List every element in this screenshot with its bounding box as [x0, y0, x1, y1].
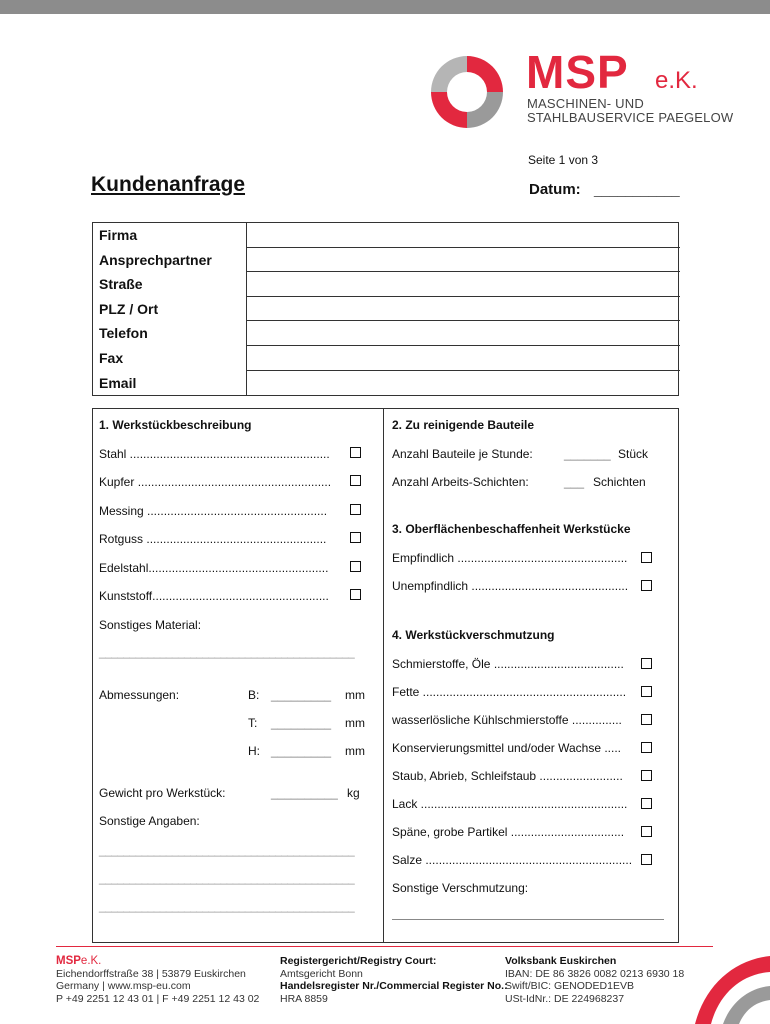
footer-bank: [505, 955, 684, 1005]
dirt-lubricants-label: Schmierstoffe, Öle .......................................: [392, 657, 624, 671]
column-divider: [383, 409, 384, 942]
dimension-b-field[interactable]: _________: [271, 688, 332, 702]
dimension-h-unit: mm: [345, 744, 365, 758]
dirt-chips-label: Späne, grobe Partikel ..................................: [392, 825, 625, 839]
dimension-b-unit: mm: [345, 688, 365, 702]
material-stahl-checkbox[interactable]: [350, 447, 361, 458]
footer-iban: IBAN: DE 86 3826 0082 0213 6930 18: [505, 967, 685, 980]
parts-per-hour-unit: Stück: [618, 447, 649, 461]
footer-web[interactable]: Germany | www.msp-eu.com: [56, 980, 191, 993]
dirt-other-label: Sonstige Verschmutzung:: [392, 881, 529, 895]
contact-table: [92, 222, 679, 396]
dirt-salt-label: Salze ..............................................................: [392, 853, 633, 867]
footer-swoosh-icon: [693, 948, 770, 1024]
logo-tagline-2: STAHLBAUSERVICE PAEGELOW: [527, 110, 734, 125]
other-info-line-2[interactable]: __________________________________________: [99, 871, 355, 885]
footer-register-no: HRA 8859: [280, 992, 328, 1005]
footer-bic: Swift/BIC: GENODED1EVB: [505, 980, 634, 993]
section3-title: 3. Oberflächenbeschaffenheit Werkstücke: [392, 522, 631, 536]
section2-title: 2. Zu reinigende Bauteile: [392, 418, 535, 432]
material-kunststoff-checkbox[interactable]: [350, 589, 361, 600]
dirt-coolant-label: wasserlösliche Kühlschmierstoffe ...............: [392, 713, 622, 727]
dimension-t-key: T:: [248, 716, 258, 730]
logo-suffix: e.K.: [655, 67, 698, 94]
section4-title: 4. Werkstückverschmutzung: [392, 628, 555, 642]
dirt-lubricants-checkbox[interactable]: [641, 658, 652, 669]
contact-label: PLZ / Ort: [99, 300, 159, 317]
page-title: Kundenanfrage: [91, 173, 246, 196]
footer-register: [280, 955, 508, 1005]
footer-register-title: Handelsregister Nr./Commercial Register No.:: [280, 980, 508, 993]
dirt-grease-label: Fette .............................................................: [392, 685, 627, 699]
weight-field[interactable]: __________: [271, 786, 338, 800]
dirt-salt-checkbox[interactable]: [641, 854, 652, 865]
material-rotguss-label: Rotguss ......................................................: [99, 532, 327, 546]
material-edelstahl-checkbox[interactable]: [350, 561, 361, 572]
contact-label: Email: [99, 374, 137, 391]
dirt-paint-label: Lack ..............................................................: [392, 797, 628, 811]
logo-wordmark: MSP: [526, 46, 629, 98]
datum-field[interactable]: ___________: [594, 181, 680, 197]
contact-row-strasse[interactable]: [93, 272, 680, 297]
dirt-grease-checkbox[interactable]: [641, 686, 652, 697]
surface-sensitive-label: Empfindlich ...................................................: [392, 551, 628, 565]
contact-row-fax[interactable]: [93, 346, 680, 371]
dirt-dust-label: Staub, Abrieb, Schleifstaub .........................: [392, 769, 623, 783]
contact-label: Straße: [99, 276, 143, 293]
material-messing-label: Messing ......................................................: [99, 504, 328, 518]
dirt-paint-checkbox[interactable]: [641, 798, 652, 809]
dimension-t-unit: mm: [345, 716, 365, 730]
contact-row-plz-ort[interactable]: [93, 297, 680, 322]
footer-bank-name: Volksbank Euskirchen: [505, 955, 617, 967]
contact-label: Firma: [99, 227, 138, 243]
weight-label: Gewicht pro Werkstück:: [99, 786, 226, 800]
material-stahl-label: Stahl ............................................................: [99, 447, 330, 461]
dirt-wax-checkbox[interactable]: [641, 742, 652, 753]
material-kupfer-label: Kupfer ..........................................................: [99, 475, 332, 489]
top-bar: [0, 0, 770, 14]
dirt-wax-label: Konservierungsmittel und/oder Wachse .....: [392, 741, 621, 755]
other-material-field[interactable]: __________________________________________: [99, 645, 355, 659]
material-kupfer-checkbox[interactable]: [350, 475, 361, 486]
contact-label: Telefon: [99, 325, 148, 342]
surface-insensitive-checkbox[interactable]: [641, 580, 652, 591]
material-messing-checkbox[interactable]: [350, 504, 361, 515]
surface-insensitive-label: Unempfindlich ...............................................: [392, 579, 629, 593]
footer-phone: P +49 2251 12 43 01 | F +49 2251 12 43 02: [56, 992, 260, 1005]
footer-address: Eichendorffstraße 38 | 53879 Euskirchen: [56, 967, 246, 980]
other-info-line-1[interactable]: __________________________________________: [99, 843, 355, 857]
footer-divider: [56, 946, 713, 947]
dirt-chips-checkbox[interactable]: [641, 826, 652, 837]
msp-logo-icon: [425, 50, 509, 134]
contact-label: Ansprechpartner: [99, 251, 212, 268]
parts-per-hour-label: Anzahl Bauteile je Stunde:: [392, 447, 533, 461]
contact-row-firma[interactable]: [93, 223, 680, 248]
material-edelstahl-label: Edelstahl......................................................: [99, 561, 329, 575]
dirt-dust-checkbox[interactable]: [641, 770, 652, 781]
contact-row-telefon[interactable]: [93, 321, 680, 346]
contact-row-ansprechpartner[interactable]: [93, 248, 680, 273]
logo-tagline-1: MASCHINEN- UND: [527, 96, 644, 111]
material-kunststoff-label: Kunststoff.....................................................: [99, 589, 329, 603]
other-material-label: Sonstiges Material:: [99, 618, 202, 632]
other-info-label: Sonstige Angaben:: [99, 814, 200, 828]
weight-unit: kg: [347, 786, 360, 800]
footer-vat: USt-IdNr.: DE 224968237: [505, 992, 625, 1005]
shifts-unit: Schichten: [593, 475, 646, 489]
parts-per-hour-field[interactable]: _______: [564, 447, 611, 461]
material-rotguss-checkbox[interactable]: [350, 532, 361, 543]
shifts-field[interactable]: ___: [564, 475, 585, 489]
dimensions-label: Abmessungen:: [99, 688, 180, 702]
footer-court-title: Registergericht/Registry Court:: [280, 955, 437, 967]
shifts-label: Anzahl Arbeits-Schichten:: [392, 475, 529, 489]
contact-row-email[interactable]: [93, 371, 680, 396]
surface-sensitive-checkbox[interactable]: [641, 552, 652, 563]
footer-court-name: Amtsgericht Bonn: [280, 967, 363, 980]
dimension-h-key: H:: [248, 744, 260, 758]
datum-label: Datum:: [529, 181, 581, 198]
dimension-h-field[interactable]: _________: [271, 744, 332, 758]
dimension-b-key: B:: [248, 688, 260, 702]
footer-company: [56, 955, 259, 1005]
dirt-other-field[interactable]: [392, 919, 664, 920]
section1-title: 1. Werkstückbeschreibung: [99, 418, 252, 432]
contact-label: Fax: [99, 350, 124, 366]
dimension-t-field[interactable]: _________: [271, 716, 332, 730]
footer-company-suffix: e.K.: [80, 955, 102, 967]
other-info-line-3[interactable]: __________________________________________: [99, 899, 355, 913]
dirt-coolant-checkbox[interactable]: [641, 714, 652, 725]
page-indicator: Seite 1 von 3: [528, 153, 599, 167]
footer-company-name: MSP: [56, 955, 81, 967]
